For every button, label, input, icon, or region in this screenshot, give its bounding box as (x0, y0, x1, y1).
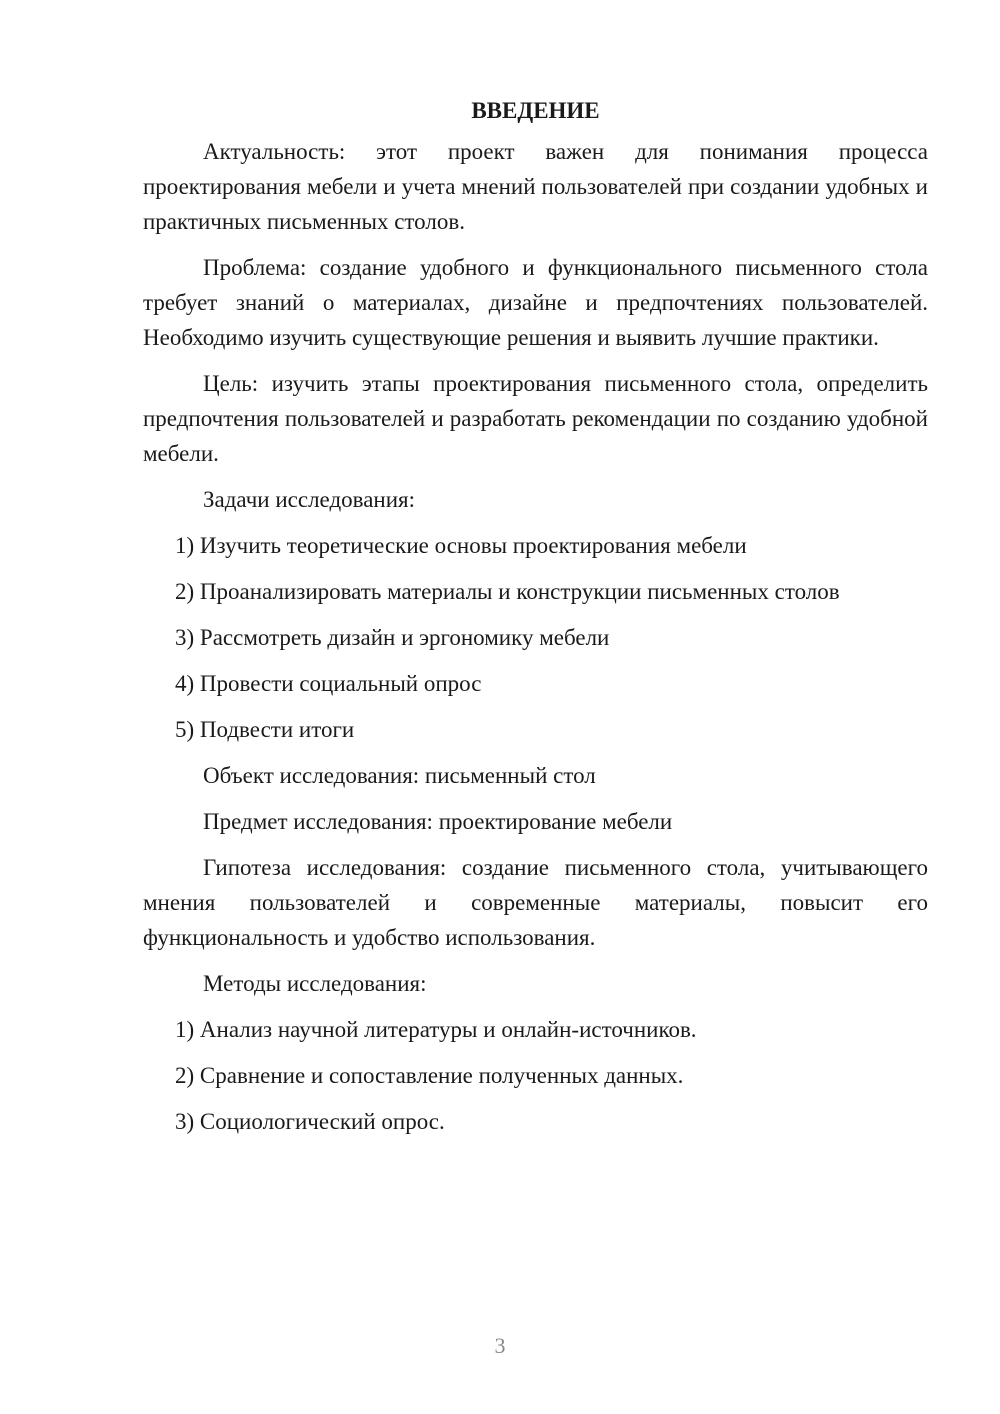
document-page (143, 93, 928, 1150)
list-item: 5) Подвести итоги (175, 717, 355, 742)
goal-paragraph: Цель: изучить этапы проектирования письменного стола, определить предпочтения пользователей и разработать рекомендации по созданию удобной мебели. (143, 371, 928, 466)
object-paragraph: Объект исследования: письменный стол (203, 763, 596, 788)
list-item: 4) Провести социальный опрос (175, 671, 482, 696)
subject-paragraph: Предмет исследования: проектирование мебели (203, 809, 673, 834)
tasks-list (143, 528, 928, 747)
problem-paragraph: Проблема: создание удобного и функционального письменного стола требует знаний о материалах, дизайне и предпочтениях пользователей. Необходимо изучить существующие решения и выявить лучшие практики. (143, 255, 928, 350)
relevance-paragraph: Актуальность: этот проект важен для понимания процесса проектирования мебели и учета мнений пользователей при создании удобных и практичных письменных столов. (143, 139, 928, 234)
methods-heading: Методы исследования: (203, 971, 427, 996)
methods-list (143, 1012, 928, 1139)
list-item: 2) Сравнение и сопоставление полученных данных. (175, 1063, 684, 1088)
list-item: 2) Проанализировать материалы и конструкции письменных столов (175, 579, 840, 604)
hypothesis-paragraph: Гипотеза исследования: создание письменного стола, учитывающего мнения пользователей и современные материалы, повысит его функциональность и удобство использования. (143, 855, 928, 950)
list-item: 3) Социологический опрос. (175, 1109, 445, 1134)
page-number: 3 (494, 1333, 506, 1358)
list-item: 1) Анализ научной литературы и онлайн-источников. (175, 1017, 697, 1042)
tasks-heading: Задачи исследования: (203, 487, 416, 512)
section-title: ВВЕДЕНИЕ (471, 98, 600, 123)
list-item: 3) Рассмотреть дизайн и эргономику мебели (175, 625, 610, 650)
list-item: 1) Изучить теоретические основы проектирования мебели (175, 533, 747, 558)
